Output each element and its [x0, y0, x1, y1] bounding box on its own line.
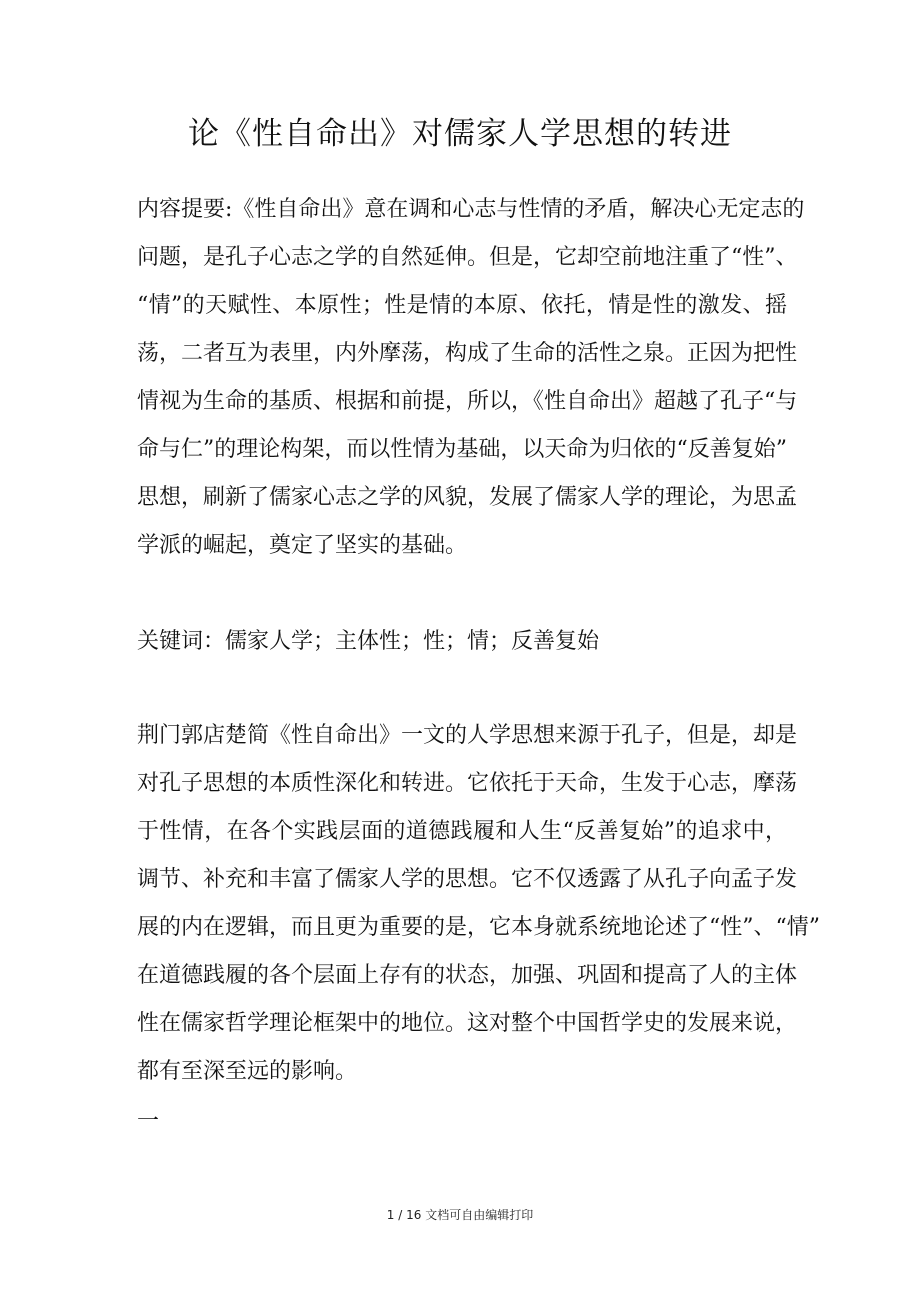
keywords-line: [137, 618, 787, 666]
body-line: 荆门郭店楚简《性自命出》一文的人学思想来源于孔子，但是，却是: [137, 723, 798, 748]
keywords-text: 关键词：儒家人学；主体性；性；情；反善复始: [137, 629, 600, 654]
abstract-line: 思想，刷新了儒家心志之学的风貌，发展了儒家人学的理论，为思孟: [137, 485, 798, 510]
abstract-line: 荡，二者互为表里，内外摩荡，构成了生命的活性之泉。正因为把性: [137, 341, 798, 366]
body-line: 调节、补充和丰富了儒家人学的思想。它不仅透露了从孔子向孟子发: [137, 867, 798, 892]
section-number: 一: [137, 1109, 160, 1134]
body-line: 对孔子思想的本质性深化和转进。它依托于天命，生发于心志，摩荡: [137, 771, 798, 796]
body-line: 展的内在逻辑，而且更为重要的是，它本身就系统地论述了“性”、“情”: [137, 915, 820, 940]
abstract-line: 问题，是孔子心志之学的自然延伸。但是，它却空前地注重了“性”、: [137, 245, 798, 270]
abstract-line: 命与仁”的理论构架，而以性情为基础，以天命为归依的“反善复始”: [137, 437, 787, 462]
body-line: 在道德践履的各个层面上存有的状态，加强、巩固和提高了人的主体: [137, 963, 798, 988]
page-footer: 1 / 16 文档可自由编辑打印: [386, 1208, 534, 1222]
body-paragraph: [137, 712, 820, 1096]
body-line: 于性情，在各个实践层面的道德践履和人生“反善复始”的追求中，: [137, 819, 787, 844]
abstract-line: “情”的天赋性、本原性；性是情的本原、依托，情是性的激发、摇: [137, 293, 787, 318]
document-title: 论《性自命出》对儒家人学思想的转进: [188, 116, 732, 152]
abstract-line: 学派的崛起，奠定了坚实的基础。: [137, 533, 468, 558]
body-line: 都有至深至远的影响。: [137, 1059, 358, 1084]
body-line: 性在儒家哲学理论框架中的地位。这对整个中国哲学史的发展来说，: [137, 1011, 798, 1036]
abstract-paragraph: [137, 186, 805, 570]
abstract-line: 情视为生命的基质、根据和前提，所以，《性自命出》超越了孔子“与: [137, 389, 798, 414]
abstract-line: 内容提要:《性自命出》意在调和心志与性情的矛盾，解决心无定志的: [137, 197, 805, 222]
